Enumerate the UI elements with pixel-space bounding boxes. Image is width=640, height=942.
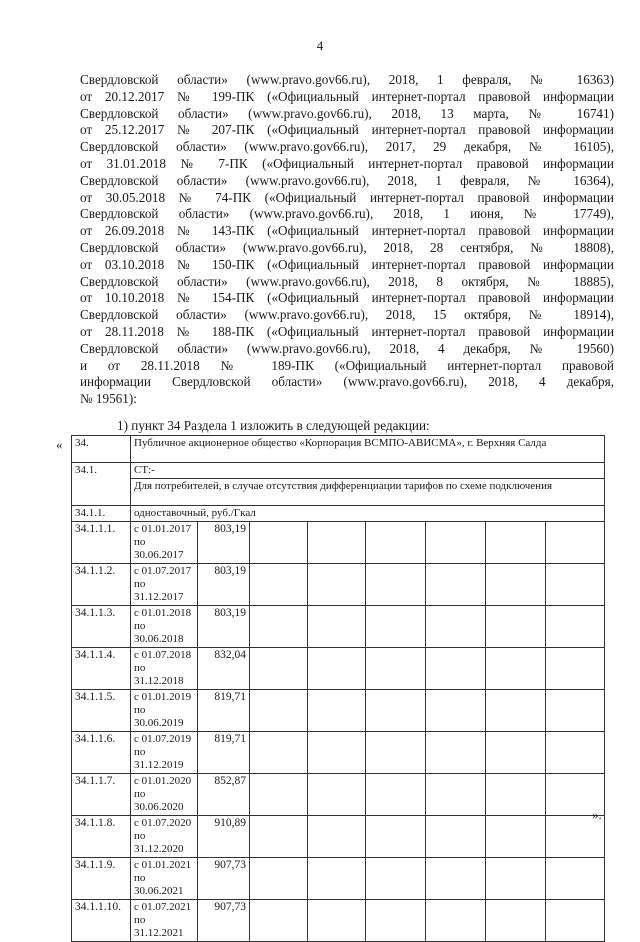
sub-code: 34.1. (72, 463, 131, 506)
empty-cell (486, 522, 546, 564)
empty-cell (308, 816, 366, 858)
empty-cell (366, 858, 426, 900)
empty-cell (366, 816, 426, 858)
row-code: 34.1.1.3. (72, 606, 131, 648)
empty-cell (250, 522, 308, 564)
row-value: 803,19 (198, 606, 250, 648)
empty-cell (366, 774, 426, 816)
empty-cell (486, 606, 546, 648)
text-line: от 31.01.2018 № 7-ПК («Официальный интернет-портал правовой информации (80, 155, 614, 171)
empty-cell (426, 732, 486, 774)
empty-cell (426, 858, 486, 900)
org-row (72, 436, 605, 463)
table-row (72, 648, 605, 690)
text-line: № 19561): (80, 391, 137, 407)
table-row (72, 774, 605, 816)
text-line: Свердловской области» (www.pravo.gov66.ru), 2018, 1 февраля, № 16363) (80, 72, 614, 87)
empty-cell (546, 522, 605, 564)
tariff-rows (72, 522, 605, 942)
row-value: 803,19 (198, 522, 250, 564)
empty-cell (426, 648, 486, 690)
empty-cell (308, 648, 366, 690)
text-line: Свердловской области» (www.pravo.gov66.ru), 2018, 13 марта, № 16741) (80, 105, 614, 121)
row-value: 803,19 (198, 564, 250, 606)
empty-cell (308, 690, 366, 732)
empty-cell (546, 606, 605, 648)
text-line: информации Свердловской области» (www.pravo.gov66.ru), 2018, 4 декабря, (80, 374, 614, 390)
empty-cell (486, 690, 546, 732)
empty-cell (250, 900, 308, 942)
empty-cell (546, 648, 605, 690)
empty-cell (426, 522, 486, 564)
row-code: 34.1.1.10. (72, 900, 131, 942)
empty-cell (486, 816, 546, 858)
text-line: Свердловской области» (www.pravo.gov66.ru), 2018, 28 сентября, № 18808), (80, 239, 614, 255)
row-value: 819,71 (198, 732, 250, 774)
text-line: от 03.10.2018 № 150-ПК («Официальный интернет-портал правовой информации (80, 256, 614, 272)
row-period: с 01.01.2017 по 30.06.2017 (131, 522, 198, 564)
consumers-row (72, 479, 605, 506)
empty-cell (486, 564, 546, 606)
empty-cell (250, 858, 308, 900)
text-line: Свердловской области» (www.pravo.gov66.ru), 2018, 1 июня, № 17749), (80, 206, 614, 222)
empty-cell (308, 858, 366, 900)
rate-row (72, 506, 605, 522)
empty-cell (366, 606, 426, 648)
empty-cell (250, 690, 308, 732)
amendment-intro: 1) пункт 34 Раздела 1 изложить в следующей редакции: (117, 418, 430, 433)
row-value: 852,87 (198, 774, 250, 816)
tariff-table (71, 435, 605, 942)
empty-cell (486, 774, 546, 816)
open-quote: « (56, 437, 63, 452)
row-value: 910,89 (198, 816, 250, 858)
empty-cell (486, 732, 546, 774)
row-period: с 01.07.2021 по 31.12.2021 (131, 900, 198, 942)
row-period: с 01.01.2021 по 30.06.2021 (131, 858, 198, 900)
empty-cell (486, 648, 546, 690)
org-name: Публичное акционерное общество «Корпорация ВСМПО-АВИСМА», г. Верхняя Салда (131, 436, 605, 463)
table-row (72, 522, 605, 564)
consumers-label: Для потребителей, в случае отсутствия дифференциации тарифов по схеме подключения (131, 479, 605, 506)
row-code: 34.1.1.4. (72, 648, 131, 690)
text-line: Свердловской области» (www.pravo.gov66.ru), 2018, 4 декабря, № 19560) (80, 340, 614, 356)
text-line: от 28.11.2018 № 188-ПК («Официальный интернет-портал правовой информации (80, 323, 614, 339)
text-line: Свердловской области» (www.pravo.gov66.ru), 2018, 1 февраля, № 16364), (80, 172, 614, 188)
row-period: с 01.07.2018 по 31.12.2018 (131, 648, 198, 690)
empty-cell (546, 564, 605, 606)
empty-cell (250, 774, 308, 816)
empty-cell (546, 858, 605, 900)
row-period: с 01.01.2019 по 30.06.2019 (131, 690, 198, 732)
page-number: 4 (316, 38, 324, 53)
empty-cell (250, 816, 308, 858)
empty-cell (366, 732, 426, 774)
text-line: от 20.12.2017 № 199-ПК («Официальный интернет-портал правовой информации (80, 88, 614, 104)
empty-cell (546, 732, 605, 774)
empty-cell (366, 648, 426, 690)
text-line: Свердловской области» (www.pravo.gov66.ru), 2018, 8 октября, № 18885), (80, 273, 614, 289)
empty-cell (308, 732, 366, 774)
empty-cell (250, 564, 308, 606)
text-line: Свердловской области» (www.pravo.gov66.ru), 2018, 15 октября, № 18914), (80, 307, 614, 323)
row-period: с 01.07.2017 по 31.12.2017 (131, 564, 198, 606)
empty-cell (426, 816, 486, 858)
row-code: 34.1.1.5. (72, 690, 131, 732)
empty-cell (366, 564, 426, 606)
row-period: с 01.01.2020 по 30.06.2020 (131, 774, 198, 816)
table-row (72, 564, 605, 606)
sub-row (72, 463, 605, 479)
text-line: от 30.05.2018 № 74-ПК («Официальный интернет-портал правовой информации (80, 189, 614, 205)
empty-cell (426, 774, 486, 816)
empty-cell (486, 858, 546, 900)
table-row (72, 732, 605, 774)
row-code: 34.1.1.9. (72, 858, 131, 900)
empty-cell (250, 648, 308, 690)
empty-cell (308, 900, 366, 942)
table-row (72, 606, 605, 648)
empty-cell (366, 522, 426, 564)
empty-cell (308, 564, 366, 606)
empty-cell (308, 606, 366, 648)
text-line: и от 28.11.2018 № 189-ПК («Официальный интернет-портал правовой (80, 357, 614, 373)
empty-cell (366, 900, 426, 942)
text-line: от 25.12.2017 № 207-ПК («Официальный интернет-портал правовой информации (80, 122, 614, 138)
table-row (72, 690, 605, 732)
empty-cell (426, 564, 486, 606)
org-code: 34. (72, 436, 131, 463)
empty-cell (426, 606, 486, 648)
sub-label: СТ:- (131, 463, 605, 479)
body-text (80, 72, 614, 408)
empty-cell (250, 732, 308, 774)
empty-cell (486, 900, 546, 942)
empty-cell (546, 690, 605, 732)
close-quote: ». (592, 807, 602, 822)
table-row (72, 900, 605, 942)
text-line: от 10.10.2018 № 154-ПК («Официальный интернет-портал правовой информации (80, 290, 614, 306)
rate-label: одноставочный, руб./Гкал (131, 506, 605, 522)
row-value: 819,71 (198, 690, 250, 732)
text-line: от 26.09.2018 № 143-ПК («Официальный интернет-портал правовой информации (80, 223, 614, 239)
empty-cell (426, 900, 486, 942)
row-period: с 01.07.2019 по 31.12.2019 (131, 732, 198, 774)
empty-cell (250, 606, 308, 648)
empty-cell (426, 690, 486, 732)
row-period: с 01.01.2018 по 30.06.2018 (131, 606, 198, 648)
row-code: 34.1.1.2. (72, 564, 131, 606)
table-row (72, 816, 605, 858)
row-period: с 01.07.2020 по 31.12.2020 (131, 816, 198, 858)
row-code: 34.1.1.1. (72, 522, 131, 564)
empty-cell (308, 522, 366, 564)
rate-code: 34.1.1. (72, 506, 131, 522)
empty-cell (308, 774, 366, 816)
empty-cell (546, 900, 605, 942)
row-code: 34.1.1.6. (72, 732, 131, 774)
empty-cell (366, 690, 426, 732)
row-code: 34.1.1.7. (72, 774, 131, 816)
row-code: 34.1.1.8. (72, 816, 131, 858)
table-row (72, 858, 605, 900)
row-value: 907,73 (198, 858, 250, 900)
row-value: 832,04 (198, 648, 250, 690)
text-line: Свердловской области» (www.pravo.gov66.ru), 2017, 29 декабря, № 16105), (80, 139, 614, 155)
row-value: 907,73 (198, 900, 250, 942)
